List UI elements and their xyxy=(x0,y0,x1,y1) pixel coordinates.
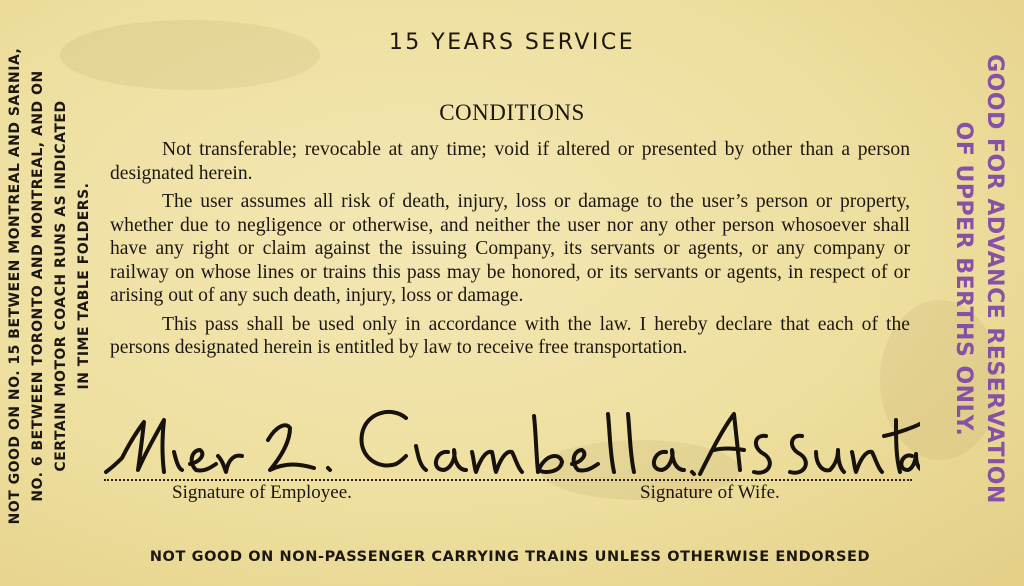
conditions-text xyxy=(110,138,910,365)
left-notice-line-2: NO. 6 BETWEEN TORONTO AND MONTREAL, AND ON xyxy=(30,70,46,502)
footer-notice: NOT GOOD ON NON-PASSENGER CARRYING TRAINS UNLESS OTHERWISE ENDORSED xyxy=(149,549,871,565)
condition-paragraph-2: The user assumes all risk of death, injury, loss or damage to the user’s person or property, whether due to negligence or otherwise, and neither the user nor any other person whosoever shall have any right or claim against the issuing Company, its servants or agents, or any company or railway on whose lines or trains this pass may be honored, or its servants or agents, in respect of or arising out of any such death, injury, loss or damage. xyxy=(110,191,910,306)
conditions-heading: CONDITIONS xyxy=(439,100,585,125)
employee-signature-caption: Signature of Employee. xyxy=(172,482,352,503)
left-notice-line-4: IN TIME TABLE FOLDERS. xyxy=(76,182,92,390)
pass-title: 15 YEARS SERVICE xyxy=(388,30,636,55)
stamp-line-1: GOOD FOR ADVANCE RESERVATION xyxy=(982,54,1007,504)
wife-signature-caption: Signature of Wife. xyxy=(640,482,780,503)
signature-area xyxy=(100,400,920,510)
stamp-line-2: OF UPPER BERTHS ONLY. xyxy=(951,121,976,437)
condition-paragraph-3: This pass shall be used only in accordance with the law. I hereby declare that each of the persons designated herein is entitled by law to receive free transportation. xyxy=(110,313,910,358)
left-notice-line-1: NOT GOOD ON NO. 15 BETWEEN MONTREAL AND SARNIA, xyxy=(7,47,23,525)
condition-paragraph-1: Not transferable; revocable at any time; void if altered or presented by other than a person designated herein. xyxy=(110,139,910,184)
handwritten-signature xyxy=(100,400,920,490)
left-margin-notice xyxy=(4,6,98,566)
purple-reservation-stamp xyxy=(940,14,1010,544)
signature-line xyxy=(104,479,912,481)
left-notice-line-3: CERTAIN MOTOR COACH RUNS AS INDICATED xyxy=(53,100,69,472)
